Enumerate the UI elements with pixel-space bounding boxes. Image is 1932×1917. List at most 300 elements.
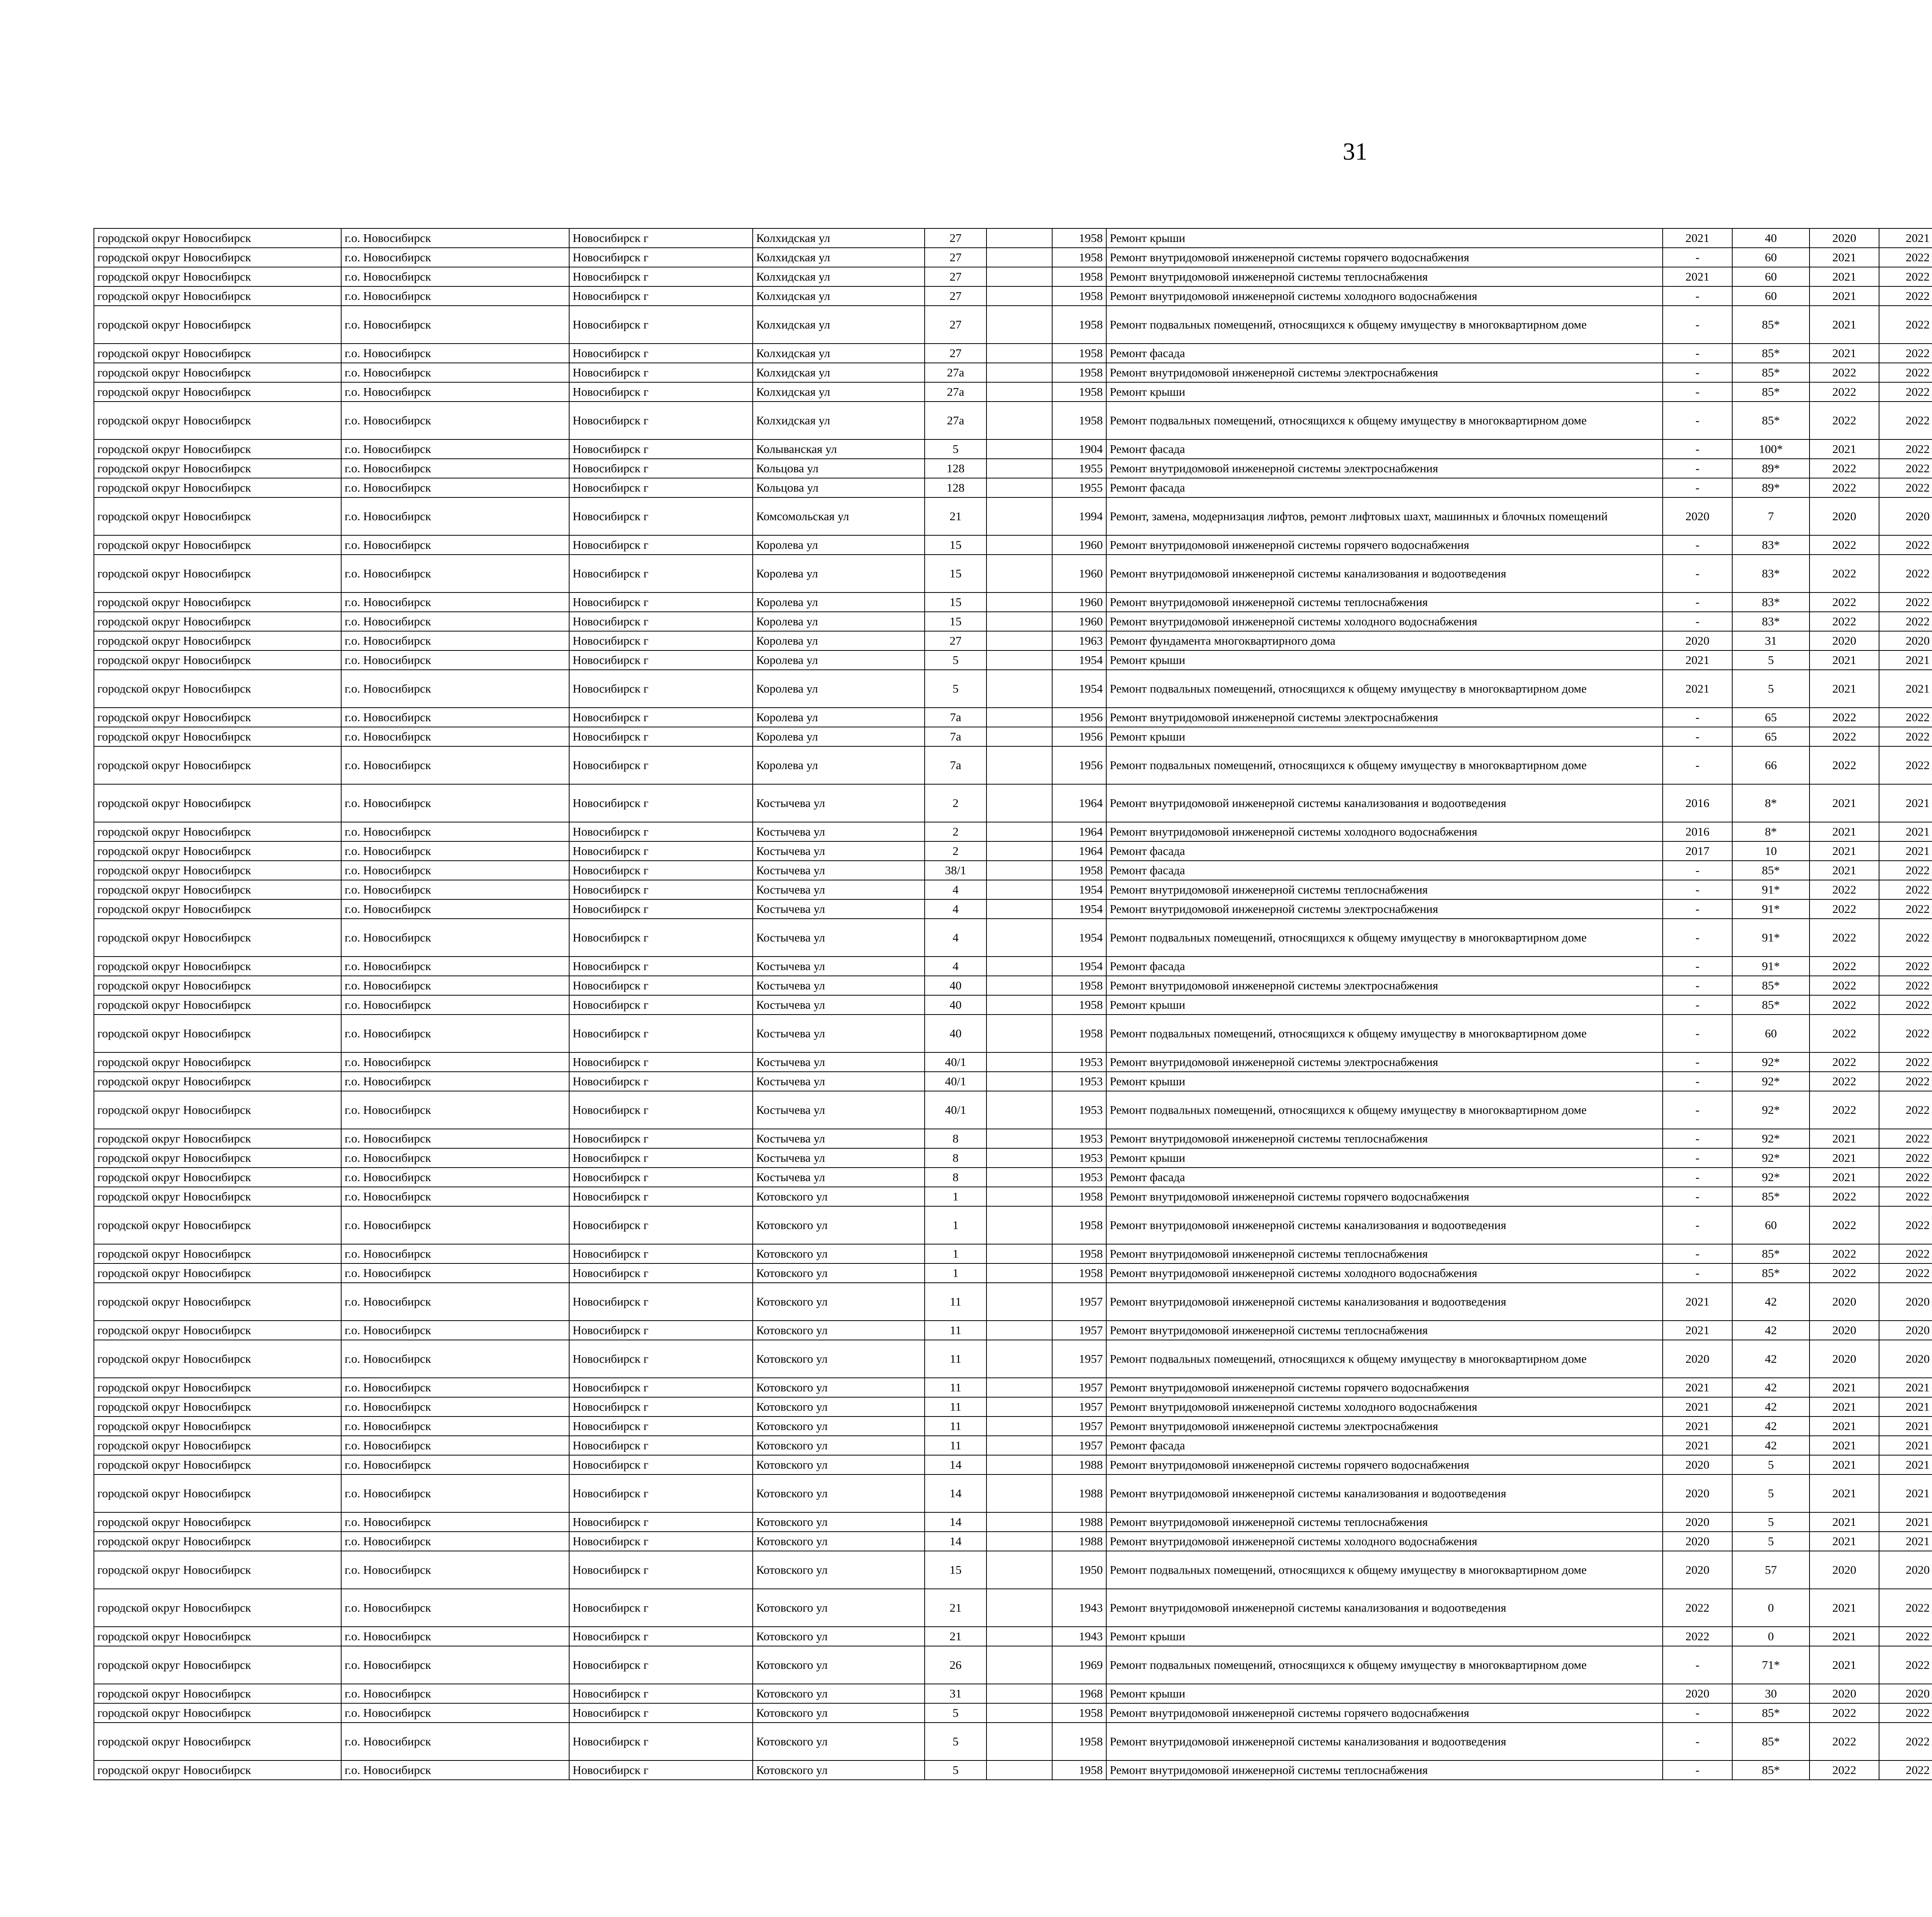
cell-year-built: 1954 [1052,957,1106,976]
cell-settlement: Новосибирск г [569,822,753,841]
cell-end-year: 2021 [1879,1474,1932,1512]
cell-work-type: Ремонт подвальных помещений, относящихся к общему имуществу в многоквартирном доме [1106,670,1663,708]
cell-building [986,1455,1052,1474]
cell-plan-year: 2020 [1663,1455,1732,1474]
cell-building [986,1646,1052,1684]
cell-street: Колхидская ул [753,363,925,382]
cell-wear: 92* [1732,1148,1810,1168]
cell-plan-year: - [1663,1263,1732,1283]
cell-municipality: г.о. Новосибирск [341,592,569,612]
cell-start-year: 2021 [1810,1474,1879,1512]
cell-house: 11 [925,1436,986,1455]
cell-house: 1 [925,1263,986,1283]
cell-year-built: 1957 [1052,1397,1106,1416]
cell-plan-year: - [1663,382,1732,402]
table-row [94,1072,1932,1091]
cell-building [986,1129,1052,1148]
table-row [94,1052,1932,1072]
cell-work-type: Ремонт фасада [1106,841,1663,861]
cell-end-year: 2022 [1879,746,1932,784]
cell-year-built: 1964 [1052,841,1106,861]
cell-year-built: 1957 [1052,1378,1106,1397]
cell-end-year: 2021 [1879,1455,1932,1474]
cell-end-year: 2021 [1879,650,1932,670]
cell-municipality: г.о. Новосибирск [341,439,569,459]
cell-house: 27а [925,382,986,402]
cell-year-built: 1988 [1052,1532,1106,1551]
cell-building [986,459,1052,478]
cell-wear: 5 [1732,1474,1810,1512]
cell-wear: 8* [1732,784,1810,822]
cell-street: Королева ул [753,708,925,727]
cell-plan-year: - [1663,1646,1732,1684]
cell-wear: 91* [1732,957,1810,976]
cell-building [986,1340,1052,1378]
table-row [94,1589,1932,1627]
cell-house: 128 [925,459,986,478]
cell-settlement: Новосибирск г [569,976,753,995]
cell-work-type: Ремонт фасада [1106,478,1663,497]
cell-wear: 85* [1732,1244,1810,1263]
cell-wear: 71* [1732,1646,1810,1684]
cell-house: 40 [925,995,986,1015]
cell-street: Костычева ул [753,1052,925,1072]
cell-plan-year: 2016 [1663,784,1732,822]
cell-okrug: городской округ Новосибирск [94,1646,341,1684]
cell-street: Королева ул [753,612,925,631]
cell-house: 11 [925,1378,986,1397]
cell-street: Котовского ул [753,1760,925,1780]
cell-building [986,535,1052,555]
cell-building [986,995,1052,1015]
cell-year-built: 1958 [1052,344,1106,363]
cell-building [986,1015,1052,1052]
cell-wear: 92* [1732,1072,1810,1091]
cell-municipality: г.о. Новосибирск [341,1723,569,1760]
cell-municipality: г.о. Новосибирск [341,1474,569,1512]
cell-plan-year: - [1663,478,1732,497]
cell-municipality: г.о. Новосибирск [341,1703,569,1723]
cell-start-year: 2022 [1810,535,1879,555]
cell-work-type: Ремонт внутридомовой инженерной системы горячего водоснабжения [1106,248,1663,267]
cell-plan-year: 2020 [1663,1684,1732,1703]
cell-work-type: Ремонт фасада [1106,861,1663,880]
cell-end-year: 2022 [1879,267,1932,286]
cell-start-year: 2020 [1810,1684,1879,1703]
cell-plan-year: - [1663,995,1732,1015]
cell-start-year: 2022 [1810,555,1879,592]
cell-wear: 92* [1732,1052,1810,1072]
cell-wear: 91* [1732,880,1810,899]
cell-okrug: городской округ Новосибирск [94,1206,341,1244]
cell-house: 5 [925,670,986,708]
cell-end-year: 2020 [1879,1283,1932,1321]
cell-okrug: городской округ Новосибирск [94,841,341,861]
cell-municipality: г.о. Новосибирск [341,861,569,880]
cell-wear: 85* [1732,402,1810,439]
cell-street: Костычева ул [753,822,925,841]
cell-end-year: 2022 [1879,402,1932,439]
cell-municipality: г.о. Новосибирск [341,1244,569,1263]
table-row [94,402,1932,439]
cell-year-built: 1958 [1052,306,1106,344]
cell-wear: 60 [1732,1206,1810,1244]
cell-year-built: 1958 [1052,995,1106,1015]
table-row [94,995,1932,1015]
cell-start-year: 2022 [1810,612,1879,631]
table-row [94,1416,1932,1436]
cell-settlement: Новосибирск г [569,708,753,727]
table-row [94,228,1932,248]
cell-start-year: 2021 [1810,439,1879,459]
cell-year-built: 1958 [1052,1015,1106,1052]
cell-street: Колхидская ул [753,402,925,439]
cell-work-type: Ремонт подвальных помещений, относящихся к общему имуществу в многоквартирном доме [1106,1551,1663,1589]
cell-end-year: 2022 [1879,1206,1932,1244]
cell-house: 26 [925,1646,986,1684]
table-row [94,306,1932,344]
cell-year-built: 1957 [1052,1321,1106,1340]
cell-okrug: городской округ Новосибирск [94,1340,341,1378]
cell-building [986,1512,1052,1532]
cell-end-year: 2021 [1879,1378,1932,1397]
cell-plan-year: - [1663,1760,1732,1780]
cell-work-type: Ремонт внутридомовой инженерной системы теплоснабжения [1106,592,1663,612]
cell-house: 27а [925,402,986,439]
cell-year-built: 1957 [1052,1283,1106,1321]
cell-settlement: Новосибирск г [569,1646,753,1684]
cell-work-type: Ремонт внутридомовой инженерной системы горячего водоснабжения [1106,1703,1663,1723]
cell-house: 2 [925,822,986,841]
cell-work-type: Ремонт внутридомовой инженерной системы теплоснабжения [1106,1129,1663,1148]
cell-street: Королева ул [753,650,925,670]
cell-house: 27 [925,306,986,344]
cell-house: 11 [925,1321,986,1340]
cell-start-year: 2022 [1810,1072,1879,1091]
cell-okrug: городской округ Новосибирск [94,727,341,746]
cell-building [986,822,1052,841]
cell-wear: 42 [1732,1340,1810,1378]
cell-building [986,919,1052,957]
cell-wear: 8* [1732,822,1810,841]
cell-work-type: Ремонт внутридомовой инженерной системы электроснабжения [1106,708,1663,727]
table-row [94,1378,1932,1397]
cell-start-year: 2021 [1810,650,1879,670]
cell-work-type: Ремонт подвальных помещений, относящихся к общему имуществу в многоквартирном доме [1106,1015,1663,1052]
cell-street: Котовского ул [753,1263,925,1283]
cell-street: Котовского ул [753,1723,925,1760]
cell-okrug: городской округ Новосибирск [94,1072,341,1091]
cell-wear: 85* [1732,363,1810,382]
cell-building [986,382,1052,402]
cell-plan-year: - [1663,1723,1732,1760]
cell-start-year: 2021 [1810,1627,1879,1646]
cell-start-year: 2021 [1810,1455,1879,1474]
cell-street: Комсомольская ул [753,497,925,535]
cell-year-built: 1958 [1052,1206,1106,1244]
cell-municipality: г.о. Новосибирск [341,1397,569,1416]
cell-municipality: г.о. Новосибирск [341,1187,569,1206]
cell-year-built: 1953 [1052,1052,1106,1072]
cell-wear: 42 [1732,1416,1810,1436]
cell-start-year: 2021 [1810,344,1879,363]
cell-okrug: городской округ Новосибирск [94,1148,341,1168]
cell-street: Котовского ул [753,1321,925,1340]
cell-plan-year: - [1663,1187,1732,1206]
cell-settlement: Новосибирск г [569,727,753,746]
cell-building [986,708,1052,727]
cell-year-built: 1954 [1052,650,1106,670]
cell-wear: 5 [1732,670,1810,708]
cell-wear: 85* [1732,1723,1810,1760]
cell-plan-year: 2021 [1663,1283,1732,1321]
cell-okrug: городской округ Новосибирск [94,1015,341,1052]
cell-start-year: 2022 [1810,592,1879,612]
cell-settlement: Новосибирск г [569,363,753,382]
table-row [94,880,1932,899]
cell-year-built: 1954 [1052,670,1106,708]
cell-municipality: г.о. Новосибирск [341,1283,569,1321]
cell-year-built: 1943 [1052,1589,1106,1627]
cell-settlement: Новосибирск г [569,1091,753,1129]
cell-street: Котовского ул [753,1455,925,1474]
cell-okrug: городской округ Новосибирск [94,784,341,822]
cell-work-type: Ремонт подвальных помещений, относящихся к общему имуществу в многоквартирном доме [1106,919,1663,957]
cell-house: 2 [925,784,986,822]
cell-start-year: 2021 [1810,267,1879,286]
cell-house: 5 [925,1760,986,1780]
cell-plan-year: 2020 [1663,1340,1732,1378]
table-row [94,861,1932,880]
cell-municipality: г.о. Новосибирск [341,248,569,267]
table-row [94,1760,1932,1780]
cell-settlement: Новосибирск г [569,1760,753,1780]
cell-building [986,841,1052,861]
cell-end-year: 2022 [1879,899,1932,919]
cell-end-year: 2021 [1879,1436,1932,1455]
cell-start-year: 2022 [1810,995,1879,1015]
table-row [94,1244,1932,1263]
cell-wear: 100* [1732,439,1810,459]
cell-year-built: 1957 [1052,1416,1106,1436]
cell-municipality: г.о. Новосибирск [341,784,569,822]
cell-end-year: 2022 [1879,1589,1932,1627]
cell-wear: 85* [1732,995,1810,1015]
cell-street: Костычева ул [753,976,925,995]
cell-house: 14 [925,1532,986,1551]
cell-wear: 83* [1732,592,1810,612]
cell-house: 15 [925,1551,986,1589]
cell-street: Колхидская ул [753,286,925,306]
cell-municipality: г.о. Новосибирск [341,402,569,439]
cell-settlement: Новосибирск г [569,1244,753,1263]
cell-house: 38/1 [925,861,986,880]
cell-okrug: городской округ Новосибирск [94,1551,341,1589]
cell-work-type: Ремонт внутридомовой инженерной системы канализования и водоотведения [1106,1589,1663,1627]
cell-municipality: г.о. Новосибирск [341,535,569,555]
cell-start-year: 2022 [1810,1244,1879,1263]
cell-street: Королева ул [753,592,925,612]
table-row [94,1703,1932,1723]
cell-year-built: 1950 [1052,1551,1106,1589]
cell-end-year: 2022 [1879,555,1932,592]
cell-wear: 42 [1732,1283,1810,1321]
cell-street: Колхидская ул [753,344,925,363]
cell-okrug: городской округ Новосибирск [94,555,341,592]
cell-work-type: Ремонт подвальных помещений, относящихся к общему имуществу в многоквартирном доме [1106,1646,1663,1684]
cell-municipality: г.о. Новосибирск [341,1091,569,1129]
cell-end-year: 2022 [1879,1627,1932,1646]
cell-end-year: 2022 [1879,880,1932,899]
table-row [94,459,1932,478]
cell-house: 31 [925,1684,986,1703]
cell-start-year: 2021 [1810,1378,1879,1397]
cell-street: Котовского ул [753,1532,925,1551]
cell-settlement: Новосибирск г [569,861,753,880]
cell-plan-year: 2020 [1663,1532,1732,1551]
cell-end-year: 2022 [1879,306,1932,344]
cell-house: 11 [925,1397,986,1416]
cell-okrug: городской округ Новосибирск [94,535,341,555]
cell-street: Котовского ул [753,1703,925,1723]
cell-wear: 0 [1732,1627,1810,1646]
cell-street: Котовского ул [753,1397,925,1416]
cell-plan-year: - [1663,459,1732,478]
cell-municipality: г.о. Новосибирск [341,1148,569,1168]
cell-street: Костычева ул [753,1168,925,1187]
cell-house: 40 [925,976,986,995]
cell-house: 27 [925,228,986,248]
cell-building [986,1416,1052,1436]
cell-plan-year: 2021 [1663,650,1732,670]
cell-house: 1 [925,1244,986,1263]
cell-plan-year: 2020 [1663,1474,1732,1512]
cell-plan-year: - [1663,1091,1732,1129]
cell-house: 8 [925,1148,986,1168]
cell-house: 27 [925,344,986,363]
cell-okrug: городской округ Новосибирск [94,670,341,708]
cell-building [986,306,1052,344]
cell-year-built: 1957 [1052,1340,1106,1378]
cell-okrug: городской округ Новосибирск [94,1321,341,1340]
cell-okrug: городской округ Новосибирск [94,1091,341,1129]
cell-building [986,1436,1052,1455]
cell-plan-year: - [1663,727,1732,746]
cell-municipality: г.о. Новосибирск [341,995,569,1015]
cell-okrug: городской округ Новосибирск [94,592,341,612]
cell-year-built: 1964 [1052,822,1106,841]
cell-plan-year: - [1663,286,1732,306]
cell-settlement: Новосибирск г [569,1416,753,1436]
cell-work-type: Ремонт внутридомовой инженерной системы электроснабжения [1106,1052,1663,1072]
cell-plan-year: - [1663,555,1732,592]
cell-house: 4 [925,957,986,976]
cell-building [986,650,1052,670]
cell-end-year: 2021 [1879,670,1932,708]
cell-settlement: Новосибирск г [569,344,753,363]
cell-end-year: 2022 [1879,344,1932,363]
cell-year-built: 1955 [1052,478,1106,497]
cell-okrug: городской округ Новосибирск [94,1416,341,1436]
cell-start-year: 2022 [1810,976,1879,995]
cell-okrug: городской округ Новосибирск [94,267,341,286]
cell-okrug: городской округ Новосибирск [94,382,341,402]
cell-plan-year: 2022 [1663,1627,1732,1646]
cell-start-year: 2022 [1810,1091,1879,1129]
cell-municipality: г.о. Новосибирск [341,612,569,631]
cell-municipality: г.о. Новосибирск [341,1168,569,1187]
cell-plan-year: 2021 [1663,267,1732,286]
cell-work-type: Ремонт внутридомовой инженерной системы холодного водоснабжения [1106,1397,1663,1416]
cell-wear: 65 [1732,727,1810,746]
cell-plan-year: - [1663,1129,1732,1148]
cell-plan-year: - [1663,402,1732,439]
cell-work-type: Ремонт внутридомовой инженерной системы холодного водоснабжения [1106,1263,1663,1283]
cell-settlement: Новосибирск г [569,1378,753,1397]
cell-wear: 42 [1732,1378,1810,1397]
cell-year-built: 1956 [1052,708,1106,727]
cell-start-year: 2022 [1810,727,1879,746]
cell-building [986,727,1052,746]
cell-work-type: Ремонт внутридомовой инженерной системы канализования и водоотведения [1106,555,1663,592]
cell-municipality: г.о. Новосибирск [341,880,569,899]
cell-work-type: Ремонт внутридомовой инженерной системы теплоснабжения [1106,1760,1663,1780]
cell-building [986,1397,1052,1416]
table-row [94,497,1932,535]
cell-house: 14 [925,1474,986,1512]
cell-wear: 42 [1732,1321,1810,1340]
cell-building [986,1321,1052,1340]
cell-municipality: г.о. Новосибирск [341,228,569,248]
cell-building [986,1551,1052,1589]
cell-building [986,1378,1052,1397]
table-row [94,1532,1932,1551]
cell-plan-year: - [1663,957,1732,976]
cell-municipality: г.о. Новосибирск [341,459,569,478]
cell-building [986,1168,1052,1187]
cell-end-year: 2021 [1879,822,1932,841]
cell-municipality: г.о. Новосибирск [341,1455,569,1474]
cell-settlement: Новосибирск г [569,1397,753,1416]
cell-okrug: городской округ Новосибирск [94,995,341,1015]
cell-okrug: городской округ Новосибирск [94,1512,341,1532]
cell-year-built: 1953 [1052,1091,1106,1129]
cell-settlement: Новосибирск г [569,957,753,976]
cell-street: Костычева ул [753,880,925,899]
cell-year-built: 1988 [1052,1455,1106,1474]
cell-year-built: 1960 [1052,555,1106,592]
cell-start-year: 2022 [1810,1052,1879,1072]
page-number: 31 [1343,138,1367,165]
cell-start-year: 2021 [1810,1129,1879,1148]
cell-end-year: 2022 [1879,708,1932,727]
cell-okrug: городской округ Новосибирск [94,1723,341,1760]
cell-wear: 89* [1732,459,1810,478]
cell-settlement: Новосибирск г [569,286,753,306]
cell-work-type: Ремонт внутридомовой инженерной системы теплоснабжения [1106,1512,1663,1532]
cell-municipality: г.о. Новосибирск [341,555,569,592]
cell-settlement: Новосибирск г [569,1627,753,1646]
cell-street: Королева ул [753,727,925,746]
cell-end-year: 2022 [1879,1760,1932,1780]
cell-start-year: 2021 [1810,1148,1879,1168]
cell-start-year: 2021 [1810,1532,1879,1551]
cell-start-year: 2021 [1810,841,1879,861]
cell-year-built: 1958 [1052,1244,1106,1263]
cell-start-year: 2022 [1810,402,1879,439]
cell-wear: 85* [1732,1263,1810,1283]
cell-work-type: Ремонт внутридомовой инженерной системы канализования и водоотведения [1106,1723,1663,1760]
